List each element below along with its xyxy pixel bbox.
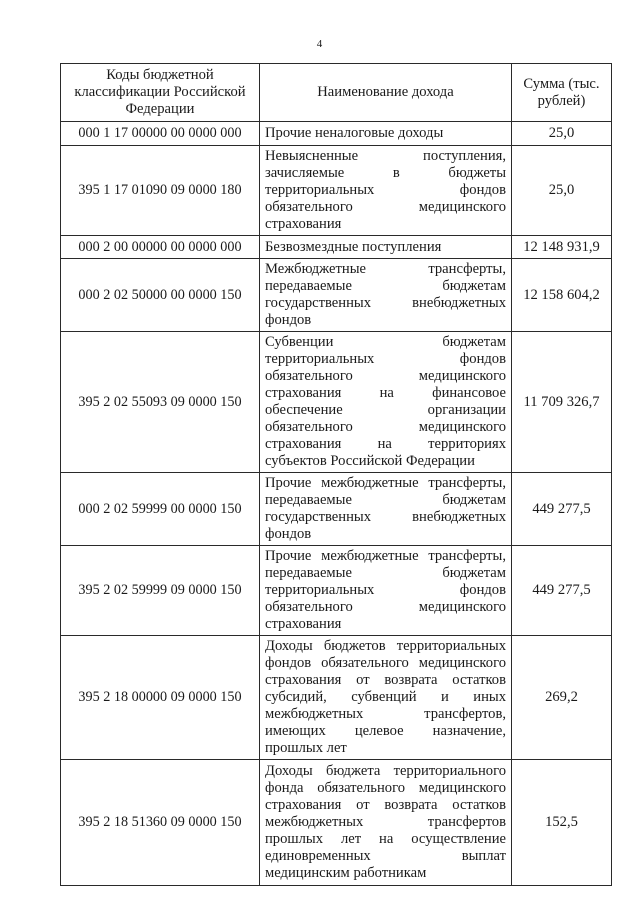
header-codes: Коды бюджетной классификации Российской Федерации xyxy=(61,64,260,122)
row-name: Прочие межбюджетные трансферты, передаваемые бюджетам государственных внебюджетных фондов xyxy=(260,473,512,546)
income-table xyxy=(60,63,612,886)
table-row xyxy=(61,146,612,236)
table-header-row xyxy=(61,64,612,122)
row-name: Межбюджетные трансферты, передаваемые бюджетам государственных внебюджетных фондов xyxy=(260,259,512,332)
row-code: 395 2 18 00000 09 0000 150 xyxy=(61,636,260,760)
page-number: 4 xyxy=(316,38,323,50)
table-row xyxy=(61,332,612,473)
table-row xyxy=(61,236,612,259)
header-name: Наименование дохода xyxy=(260,64,512,122)
row-code: 000 2 02 59999 00 0000 150 xyxy=(61,473,260,546)
row-amount: 12 158 604,2 xyxy=(512,259,612,332)
row-amount: 449 277,5 xyxy=(512,546,612,636)
table-row xyxy=(61,473,612,546)
row-name: Доходы бюджетов территориальных фондов обязательного медицинского страхования от возврата остатков субсидий, субвенций и иных межбюджетных трансфертов, имеющих целевое назначение, прошлых лет xyxy=(260,636,512,760)
table-row xyxy=(61,636,612,760)
row-code: 000 2 02 50000 00 0000 150 xyxy=(61,259,260,332)
row-amount: 449 277,5 xyxy=(512,473,612,546)
row-amount: 11 709 326,7 xyxy=(512,332,612,473)
row-amount: 152,5 xyxy=(512,760,612,886)
row-name: Прочие неналоговые доходы xyxy=(260,122,512,146)
row-amount: 269,2 xyxy=(512,636,612,760)
table-row xyxy=(61,760,612,886)
row-name: Субвенции бюджетам территориальных фондов обязательного медицинского страхования на финансовое обеспечение организации обязательного медицинского страхования на территориях субъектов Российской Федерации xyxy=(260,332,512,473)
row-amount: 12 148 931,9 xyxy=(512,236,612,259)
row-amount: 25,0 xyxy=(512,122,612,146)
table-row xyxy=(61,122,612,146)
row-code: 000 2 00 00000 00 0000 000 xyxy=(61,236,260,259)
row-name: Прочие межбюджетные трансферты, передаваемые бюджетам территориальных фондов обязательного медицинского страхования xyxy=(260,546,512,636)
header-amount: Сумма (тыс. рублей) xyxy=(512,64,612,122)
row-code: 395 2 02 55093 09 0000 150 xyxy=(61,332,260,473)
row-amount: 25,0 xyxy=(512,146,612,236)
table-row xyxy=(61,546,612,636)
row-name: Доходы бюджета территориального фонда обязательного медицинского страхования от возврата остатков межбюджетных трансфертов прошлых лет на осуществление единовременных выплат медицинским работникам xyxy=(260,760,512,886)
row-code: 395 2 02 59999 09 0000 150 xyxy=(61,546,260,636)
row-code: 395 1 17 01090 09 0000 180 xyxy=(61,146,260,236)
row-name: Невыясненные поступления, зачисляемые в бюджеты территориальных фондов обязательного медицинского страхования xyxy=(260,146,512,236)
table-row xyxy=(61,259,612,332)
row-code: 395 2 18 51360 09 0000 150 xyxy=(61,760,260,886)
row-name: Безвозмездные поступления xyxy=(260,236,512,259)
row-code: 000 1 17 00000 00 0000 000 xyxy=(61,122,260,146)
